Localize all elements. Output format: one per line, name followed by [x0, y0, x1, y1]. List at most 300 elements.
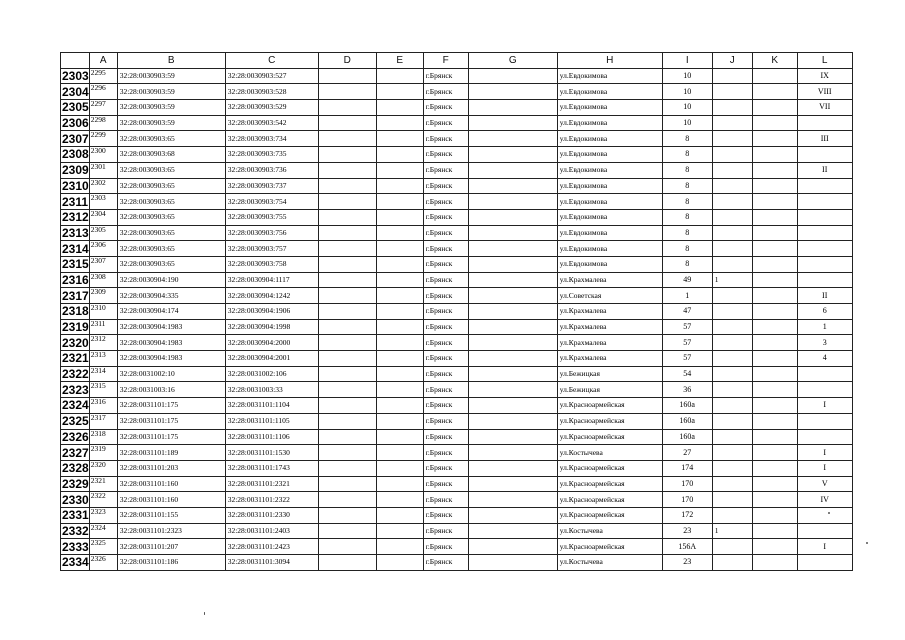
cell-a[interactable]: 2323: [89, 507, 117, 523]
cell-k[interactable]: [752, 555, 797, 571]
cell-j[interactable]: [712, 460, 752, 476]
cell-e[interactable]: [376, 460, 423, 476]
cell-a[interactable]: 2300: [89, 147, 117, 163]
cell-d[interactable]: [318, 555, 376, 571]
cell-k[interactable]: [752, 194, 797, 210]
cell-l[interactable]: [797, 413, 852, 429]
cell-e[interactable]: [376, 476, 423, 492]
cell-a[interactable]: 2309: [89, 288, 117, 304]
row-number[interactable]: 2324: [62, 398, 89, 413]
cell-d[interactable]: [318, 288, 376, 304]
cell-d[interactable]: [318, 366, 376, 382]
cell-c[interactable]: 32:28:0030904:2001: [225, 351, 318, 367]
cell-f[interactable]: г.Брянск: [423, 460, 468, 476]
row-number[interactable]: 2325: [62, 414, 89, 429]
cell-e[interactable]: [376, 225, 423, 241]
row-number[interactable]: 2311: [62, 194, 89, 209]
cell-j[interactable]: 1: [712, 523, 752, 539]
cell-b[interactable]: 32:28:0030903:59: [117, 100, 225, 116]
cell-g[interactable]: [468, 84, 557, 100]
cell-c[interactable]: 32:28:0031101:2322: [225, 492, 318, 508]
cell-a[interactable]: 2305: [89, 225, 117, 241]
row-number[interactable]: 2328: [62, 461, 89, 476]
cell-k[interactable]: [752, 68, 797, 84]
cell-h[interactable]: ул.Бежицкая: [557, 366, 662, 382]
cell-c[interactable]: 32:28:0030904:1117: [225, 272, 318, 288]
cell-j[interactable]: [712, 507, 752, 523]
cell-l[interactable]: [797, 209, 852, 225]
cell-b[interactable]: 32:28:0030903:68: [117, 147, 225, 163]
row-number[interactable]: 2334: [62, 555, 89, 570]
cell-f[interactable]: г.Брянск: [423, 539, 468, 555]
cell-l[interactable]: I: [797, 445, 852, 461]
cell-l[interactable]: [797, 115, 852, 131]
cell-g[interactable]: [468, 209, 557, 225]
cell-h[interactable]: ул.Советская: [557, 288, 662, 304]
cell-d[interactable]: [318, 131, 376, 147]
cell-e[interactable]: [376, 100, 423, 116]
cell-d[interactable]: [318, 115, 376, 131]
cell-b[interactable]: 32:28:0031101:207: [117, 539, 225, 555]
cell-i[interactable]: 8: [662, 178, 712, 194]
cell-l[interactable]: [797, 194, 852, 210]
cell-g[interactable]: [468, 178, 557, 194]
cell-i[interactable]: 57: [662, 335, 712, 351]
column-header-f[interactable]: F: [423, 53, 468, 69]
cell-a[interactable]: 2315: [89, 382, 117, 398]
row-number[interactable]: 2316: [62, 272, 89, 287]
cell-a[interactable]: 2312: [89, 335, 117, 351]
cell-b[interactable]: 32:28:0031101:175: [117, 398, 225, 414]
cell-b[interactable]: 32:28:0031101:155: [117, 507, 225, 523]
cell-f[interactable]: г.Брянск: [423, 366, 468, 382]
cell-e[interactable]: [376, 382, 423, 398]
cell-a[interactable]: 2317: [89, 413, 117, 429]
cell-h[interactable]: ул.Костычева: [557, 445, 662, 461]
cell-l[interactable]: 3: [797, 335, 852, 351]
cell-a[interactable]: 2308: [89, 272, 117, 288]
cell-g[interactable]: [468, 555, 557, 571]
cell-i[interactable]: 8: [662, 131, 712, 147]
cell-f[interactable]: г.Брянск: [423, 507, 468, 523]
cell-a[interactable]: 2302: [89, 178, 117, 194]
column-header-l[interactable]: L: [797, 53, 852, 69]
cell-e[interactable]: [376, 84, 423, 100]
cell-j[interactable]: [712, 115, 752, 131]
cell-g[interactable]: [468, 304, 557, 320]
cell-d[interactable]: [318, 351, 376, 367]
cell-b[interactable]: 32:28:0031101:175: [117, 413, 225, 429]
cell-i[interactable]: 8: [662, 162, 712, 178]
cell-e[interactable]: [376, 162, 423, 178]
cell-l[interactable]: 1: [797, 319, 852, 335]
cell-c[interactable]: 32:28:0031101:1104: [225, 398, 318, 414]
cell-e[interactable]: [376, 507, 423, 523]
cell-h[interactable]: ул.Крахмалева: [557, 319, 662, 335]
cell-f[interactable]: г.Брянск: [423, 351, 468, 367]
cell-l[interactable]: IX: [797, 68, 852, 84]
row-number[interactable]: 2303: [62, 69, 89, 84]
cell-g[interactable]: [468, 335, 557, 351]
cell-d[interactable]: [318, 413, 376, 429]
cell-k[interactable]: [752, 162, 797, 178]
cell-i[interactable]: 160а: [662, 398, 712, 414]
cell-a[interactable]: 2321: [89, 476, 117, 492]
cell-d[interactable]: [318, 460, 376, 476]
cell-a[interactable]: 2298: [89, 115, 117, 131]
cell-k[interactable]: [752, 445, 797, 461]
cell-l[interactable]: [797, 555, 852, 571]
cell-k[interactable]: [752, 539, 797, 555]
cell-d[interactable]: [318, 100, 376, 116]
cell-a[interactable]: 2304: [89, 209, 117, 225]
cell-g[interactable]: [468, 460, 557, 476]
cell-g[interactable]: [468, 162, 557, 178]
cell-g[interactable]: [468, 194, 557, 210]
cell-k[interactable]: [752, 84, 797, 100]
cell-c[interactable]: 32:28:0030903:755: [225, 209, 318, 225]
cell-h[interactable]: ул.Евдокимова: [557, 225, 662, 241]
cell-g[interactable]: [468, 366, 557, 382]
cell-j[interactable]: [712, 241, 752, 257]
cell-d[interactable]: [318, 162, 376, 178]
cell-d[interactable]: [318, 335, 376, 351]
cell-d[interactable]: [318, 539, 376, 555]
cell-d[interactable]: [318, 304, 376, 320]
cell-h[interactable]: ул.Евдокимова: [557, 131, 662, 147]
cell-j[interactable]: 1: [712, 272, 752, 288]
cell-h[interactable]: ул.Евдокимова: [557, 194, 662, 210]
cell-k[interactable]: [752, 413, 797, 429]
column-header-j[interactable]: J: [712, 53, 752, 69]
cell-e[interactable]: [376, 445, 423, 461]
cell-h[interactable]: ул.Евдокимова: [557, 162, 662, 178]
cell-k[interactable]: [752, 398, 797, 414]
row-number[interactable]: 2312: [62, 210, 89, 225]
cell-e[interactable]: [376, 115, 423, 131]
row-number[interactable]: 2315: [62, 257, 89, 272]
cell-c[interactable]: 32:28:0030903:734: [225, 131, 318, 147]
cell-f[interactable]: г.Брянск: [423, 209, 468, 225]
cell-d[interactable]: [318, 272, 376, 288]
cell-k[interactable]: [752, 100, 797, 116]
row-number[interactable]: 2323: [62, 382, 89, 397]
cell-c[interactable]: 32:28:0031101:3094: [225, 555, 318, 571]
cell-f[interactable]: г.Брянск: [423, 413, 468, 429]
cell-f[interactable]: г.Брянск: [423, 382, 468, 398]
cell-g[interactable]: [468, 351, 557, 367]
cell-e[interactable]: [376, 523, 423, 539]
cell-j[interactable]: [712, 194, 752, 210]
cell-k[interactable]: [752, 507, 797, 523]
cell-k[interactable]: [752, 476, 797, 492]
cell-j[interactable]: [712, 288, 752, 304]
cell-b[interactable]: 32:28:0030903:65: [117, 209, 225, 225]
column-header-i[interactable]: I: [662, 53, 712, 69]
cell-c[interactable]: 32:28:0030903:757: [225, 241, 318, 257]
cell-i[interactable]: 160а: [662, 429, 712, 445]
cell-i[interactable]: 172: [662, 507, 712, 523]
cell-h[interactable]: ул.Евдокимова: [557, 241, 662, 257]
cell-f[interactable]: г.Брянск: [423, 429, 468, 445]
cell-j[interactable]: [712, 68, 752, 84]
cell-c[interactable]: 32:28:0031002:106: [225, 366, 318, 382]
cell-e[interactable]: [376, 131, 423, 147]
cell-l[interactable]: I: [797, 398, 852, 414]
cell-d[interactable]: [318, 241, 376, 257]
column-header-g[interactable]: G: [468, 53, 557, 69]
cell-c[interactable]: 32:28:0030903:735: [225, 147, 318, 163]
cell-h[interactable]: ул.Красноармейская: [557, 507, 662, 523]
cell-g[interactable]: [468, 147, 557, 163]
cell-d[interactable]: [318, 476, 376, 492]
cell-f[interactable]: г.Брянск: [423, 162, 468, 178]
cell-i[interactable]: 49: [662, 272, 712, 288]
cell-k[interactable]: [752, 351, 797, 367]
cell-b[interactable]: 32:28:0031003:16: [117, 382, 225, 398]
cell-h[interactable]: ул.Бежицкая: [557, 382, 662, 398]
cell-b[interactable]: 32:28:0030903:65: [117, 162, 225, 178]
cell-h[interactable]: ул.Крахмалева: [557, 272, 662, 288]
cell-i[interactable]: 170: [662, 476, 712, 492]
row-number[interactable]: 2329: [62, 476, 89, 491]
cell-g[interactable]: [468, 288, 557, 304]
cell-i[interactable]: 170: [662, 492, 712, 508]
cell-c[interactable]: 32:28:0031101:2403: [225, 523, 318, 539]
cell-c[interactable]: 32:28:0030903:527: [225, 68, 318, 84]
cell-j[interactable]: [712, 398, 752, 414]
cell-a[interactable]: 2297: [89, 100, 117, 116]
row-number[interactable]: 2305: [62, 100, 89, 115]
cell-l[interactable]: II: [797, 288, 852, 304]
cell-c[interactable]: 32:28:0030903:737: [225, 178, 318, 194]
cell-e[interactable]: [376, 492, 423, 508]
cell-e[interactable]: [376, 241, 423, 257]
cell-g[interactable]: [468, 382, 557, 398]
cell-c[interactable]: 32:28:0030903:529: [225, 100, 318, 116]
cell-c[interactable]: 32:28:0030904:1998: [225, 319, 318, 335]
cell-a[interactable]: 2316: [89, 398, 117, 414]
cell-b[interactable]: 32:28:0030904:335: [117, 288, 225, 304]
cell-d[interactable]: [318, 178, 376, 194]
cell-g[interactable]: [468, 429, 557, 445]
cell-e[interactable]: [376, 256, 423, 272]
cell-g[interactable]: [468, 272, 557, 288]
cell-l[interactable]: [797, 147, 852, 163]
row-number[interactable]: 2317: [62, 288, 89, 303]
row-number[interactable]: 2313: [62, 225, 89, 240]
cell-k[interactable]: [752, 288, 797, 304]
cell-i[interactable]: 54: [662, 366, 712, 382]
cell-a[interactable]: 2318: [89, 429, 117, 445]
cell-j[interactable]: [712, 209, 752, 225]
cell-i[interactable]: 160а: [662, 413, 712, 429]
cell-j[interactable]: [712, 555, 752, 571]
row-number[interactable]: 2327: [62, 445, 89, 460]
cell-a[interactable]: 2326: [89, 555, 117, 571]
cell-e[interactable]: [376, 335, 423, 351]
cell-e[interactable]: [376, 366, 423, 382]
cell-k[interactable]: [752, 209, 797, 225]
cell-c[interactable]: 32:28:0031101:2330: [225, 507, 318, 523]
cell-f[interactable]: г.Брянск: [423, 476, 468, 492]
cell-c[interactable]: 32:28:0030903:758: [225, 256, 318, 272]
cell-i[interactable]: 23: [662, 523, 712, 539]
cell-l[interactable]: VIII: [797, 84, 852, 100]
cell-k[interactable]: [752, 429, 797, 445]
cell-b[interactable]: 32:28:0030903:65: [117, 178, 225, 194]
cell-f[interactable]: г.Брянск: [423, 84, 468, 100]
row-number[interactable]: 2322: [62, 367, 89, 382]
cell-h[interactable]: ул.Костычева: [557, 523, 662, 539]
row-number[interactable]: 2314: [62, 241, 89, 256]
cell-k[interactable]: [752, 460, 797, 476]
cell-j[interactable]: [712, 445, 752, 461]
cell-g[interactable]: [468, 241, 557, 257]
row-number[interactable]: 2326: [62, 429, 89, 444]
cell-j[interactable]: [712, 162, 752, 178]
cell-b[interactable]: 32:28:0030903:59: [117, 68, 225, 84]
cell-i[interactable]: 8: [662, 225, 712, 241]
cell-f[interactable]: г.Брянск: [423, 555, 468, 571]
cell-b[interactable]: 32:28:0031101:203: [117, 460, 225, 476]
cell-a[interactable]: 2307: [89, 256, 117, 272]
cell-d[interactable]: [318, 68, 376, 84]
cell-i[interactable]: 57: [662, 351, 712, 367]
cell-g[interactable]: [468, 100, 557, 116]
cell-j[interactable]: [712, 413, 752, 429]
cell-j[interactable]: [712, 429, 752, 445]
cell-l[interactable]: [797, 507, 852, 523]
cell-l[interactable]: III: [797, 131, 852, 147]
row-number[interactable]: 2318: [62, 304, 89, 319]
cell-b[interactable]: 32:28:0030903:65: [117, 131, 225, 147]
cell-i[interactable]: 10: [662, 84, 712, 100]
cell-d[interactable]: [318, 507, 376, 523]
cell-c[interactable]: 32:28:0031101:1106: [225, 429, 318, 445]
cell-f[interactable]: г.Брянск: [423, 523, 468, 539]
cell-l[interactable]: V: [797, 476, 852, 492]
row-number[interactable]: 2304: [62, 84, 89, 99]
column-header-c[interactable]: C: [225, 53, 318, 69]
cell-i[interactable]: 1: [662, 288, 712, 304]
cell-j[interactable]: [712, 131, 752, 147]
cell-c[interactable]: 32:28:0030903:542: [225, 115, 318, 131]
cell-k[interactable]: [752, 241, 797, 257]
cell-a[interactable]: 2299: [89, 131, 117, 147]
cell-a[interactable]: 2320: [89, 460, 117, 476]
cell-f[interactable]: г.Брянск: [423, 131, 468, 147]
cell-j[interactable]: [712, 84, 752, 100]
cell-d[interactable]: [318, 194, 376, 210]
cell-e[interactable]: [376, 209, 423, 225]
cell-e[interactable]: [376, 429, 423, 445]
cell-g[interactable]: [468, 256, 557, 272]
cell-f[interactable]: г.Брянск: [423, 241, 468, 257]
cell-c[interactable]: 32:28:0030903:754: [225, 194, 318, 210]
cell-e[interactable]: [376, 539, 423, 555]
cell-g[interactable]: [468, 131, 557, 147]
corner-header[interactable]: [61, 53, 90, 69]
row-number[interactable]: 2321: [62, 351, 89, 366]
cell-i[interactable]: 10: [662, 115, 712, 131]
cell-b[interactable]: 32:28:0030904:1983: [117, 351, 225, 367]
cell-i[interactable]: 8: [662, 256, 712, 272]
cell-l[interactable]: 6: [797, 304, 852, 320]
cell-k[interactable]: [752, 523, 797, 539]
cell-k[interactable]: [752, 256, 797, 272]
cell-j[interactable]: [712, 147, 752, 163]
cell-b[interactable]: 32:28:0031101:160: [117, 476, 225, 492]
cell-h[interactable]: ул.Евдокимова: [557, 178, 662, 194]
cell-h[interactable]: ул.Евдокимова: [557, 147, 662, 163]
cell-k[interactable]: [752, 272, 797, 288]
cell-l[interactable]: [797, 523, 852, 539]
cell-a[interactable]: 2296: [89, 84, 117, 100]
row-number[interactable]: 2308: [62, 147, 89, 162]
cell-d[interactable]: [318, 492, 376, 508]
row-number[interactable]: 2307: [62, 131, 89, 146]
cell-b[interactable]: 32:28:0030904:1983: [117, 335, 225, 351]
row-number[interactable]: 2310: [62, 178, 89, 193]
cell-h[interactable]: ул.Красноармейская: [557, 460, 662, 476]
cell-c[interactable]: 32:28:0030903:528: [225, 84, 318, 100]
cell-c[interactable]: 32:28:0031101:2321: [225, 476, 318, 492]
cell-l[interactable]: [797, 241, 852, 257]
cell-g[interactable]: [468, 507, 557, 523]
cell-f[interactable]: г.Брянск: [423, 100, 468, 116]
cell-e[interactable]: [376, 68, 423, 84]
row-number[interactable]: 2309: [62, 163, 89, 178]
cell-b[interactable]: 32:28:0030903:59: [117, 115, 225, 131]
cell-l[interactable]: IV: [797, 492, 852, 508]
cell-d[interactable]: [318, 319, 376, 335]
cell-k[interactable]: [752, 382, 797, 398]
cell-k[interactable]: [752, 335, 797, 351]
cell-g[interactable]: [468, 445, 557, 461]
cell-g[interactable]: [468, 523, 557, 539]
cell-h[interactable]: ул.Красноармейская: [557, 429, 662, 445]
cell-a[interactable]: 2295: [89, 68, 117, 84]
cell-e[interactable]: [376, 272, 423, 288]
cell-i[interactable]: 8: [662, 241, 712, 257]
cell-d[interactable]: [318, 225, 376, 241]
cell-f[interactable]: г.Брянск: [423, 272, 468, 288]
cell-l[interactable]: VII: [797, 100, 852, 116]
cell-g[interactable]: [468, 398, 557, 414]
cell-c[interactable]: 32:28:0031101:1530: [225, 445, 318, 461]
cell-a[interactable]: 2313: [89, 351, 117, 367]
cell-b[interactable]: 32:28:0030904:1983: [117, 319, 225, 335]
cell-f[interactable]: г.Брянск: [423, 319, 468, 335]
cell-i[interactable]: 23: [662, 555, 712, 571]
cell-k[interactable]: [752, 492, 797, 508]
cell-j[interactable]: [712, 539, 752, 555]
cell-e[interactable]: [376, 304, 423, 320]
cell-g[interactable]: [468, 476, 557, 492]
cell-j[interactable]: [712, 351, 752, 367]
cell-f[interactable]: г.Брянск: [423, 288, 468, 304]
cell-e[interactable]: [376, 398, 423, 414]
cell-f[interactable]: г.Брянск: [423, 445, 468, 461]
cell-h[interactable]: ул.Красноармейская: [557, 492, 662, 508]
cell-f[interactable]: г.Брянск: [423, 147, 468, 163]
cell-b[interactable]: 32:28:0030903:65: [117, 256, 225, 272]
cell-j[interactable]: [712, 366, 752, 382]
cell-g[interactable]: [468, 539, 557, 555]
column-header-k[interactable]: K: [752, 53, 797, 69]
cell-e[interactable]: [376, 319, 423, 335]
